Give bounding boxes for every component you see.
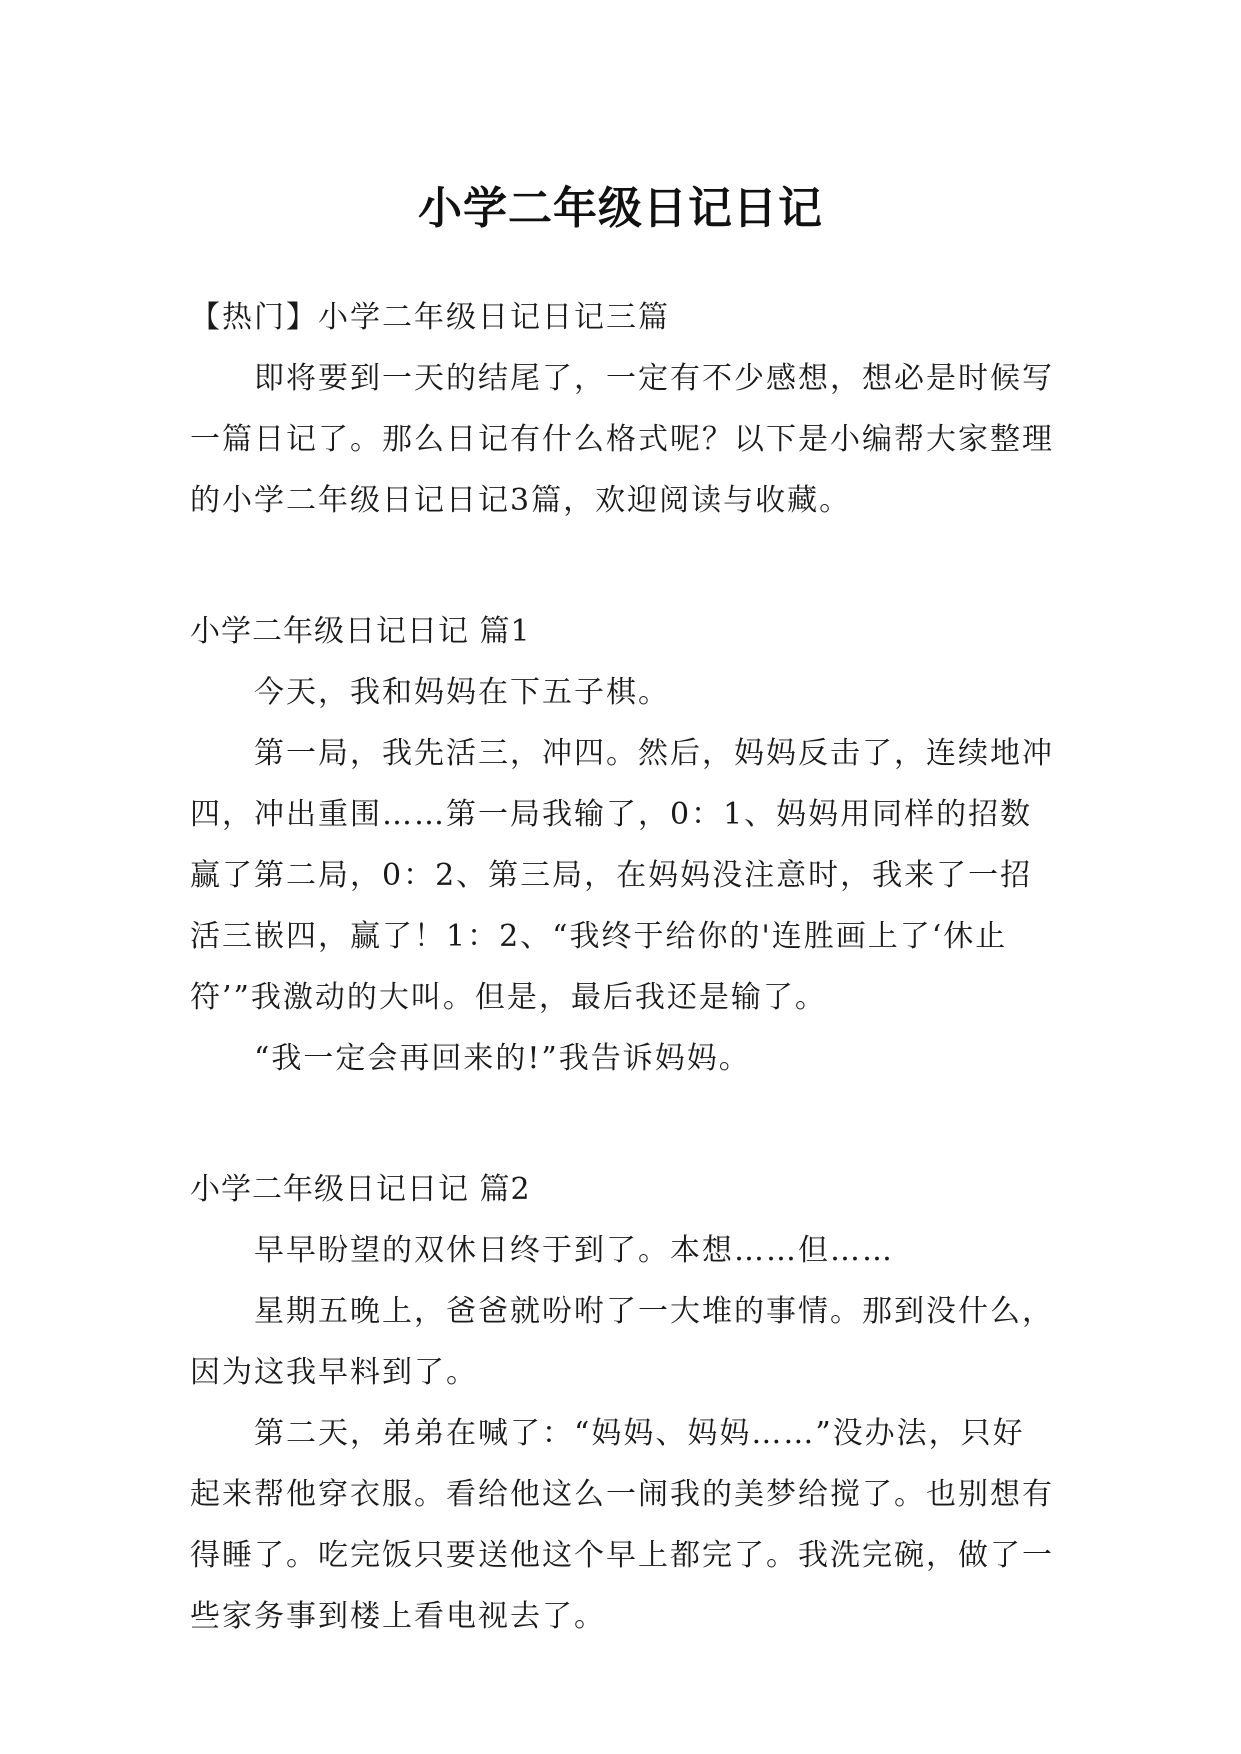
article-paragraph: 第二天，弟弟在喊了：“妈妈、妈妈……”没办法，只好起来帮他穿衣服。看给他这么一闹我的美梦给搅了。也别想有得睡了。吃完饭只要送他这个早上都完了。我洗完碗，做了一些家务事到楼上看电视去了。	[190, 1416, 1054, 1634]
article-paragraph: 早早盼望的双休日终于到了。本想……但……	[254, 1233, 894, 1268]
article-heading: 小学二年级日记日记 篇1	[190, 614, 531, 649]
section-spacer	[190, 531, 1055, 601]
intro-label: 【热门】小学二年级日记日记三篇	[190, 300, 670, 335]
intro-paragraph: 即将要到一天的结尾了，一定有不少感想，想必是时候写一篇日记了。那么日记有什么格式呢？以下是小编帮大家整理的小学二年级日记日记3篇，欢迎阅读与收藏。	[190, 361, 1054, 518]
section-spacer	[190, 1089, 1055, 1159]
article-paragraph: 今天，我和妈妈在下五子棋。	[254, 675, 670, 710]
article-2	[190, 1159, 1055, 1647]
document-body	[190, 287, 1055, 1647]
document-title: 小学二年级日记日记	[418, 183, 823, 235]
article-paragraph: “我一定会再回来的!”我告诉妈妈。	[254, 1041, 751, 1076]
article-heading: 小学二年级日记日记 篇2	[190, 1172, 531, 1207]
article-paragraph: 星期五晚上，爸爸就吩咐了一大堆的事情。那到没什么，因为这我早料到了。	[190, 1294, 1054, 1390]
article-paragraph: 第一局，我先活三，冲四。然后，妈妈反击了，连续地冲四，冲出重围……第一局我输了，0：1、妈妈用同样的招数赢了第二局，0：2、第三局，在妈妈没注意时，我来了一招活三嵌四，赢了！1：2、“我终于给你的'连胜画上了‘休止符’”我激动的大叫。但是，最后我还是输了。	[190, 736, 1054, 1015]
article-1	[190, 601, 1055, 1089]
